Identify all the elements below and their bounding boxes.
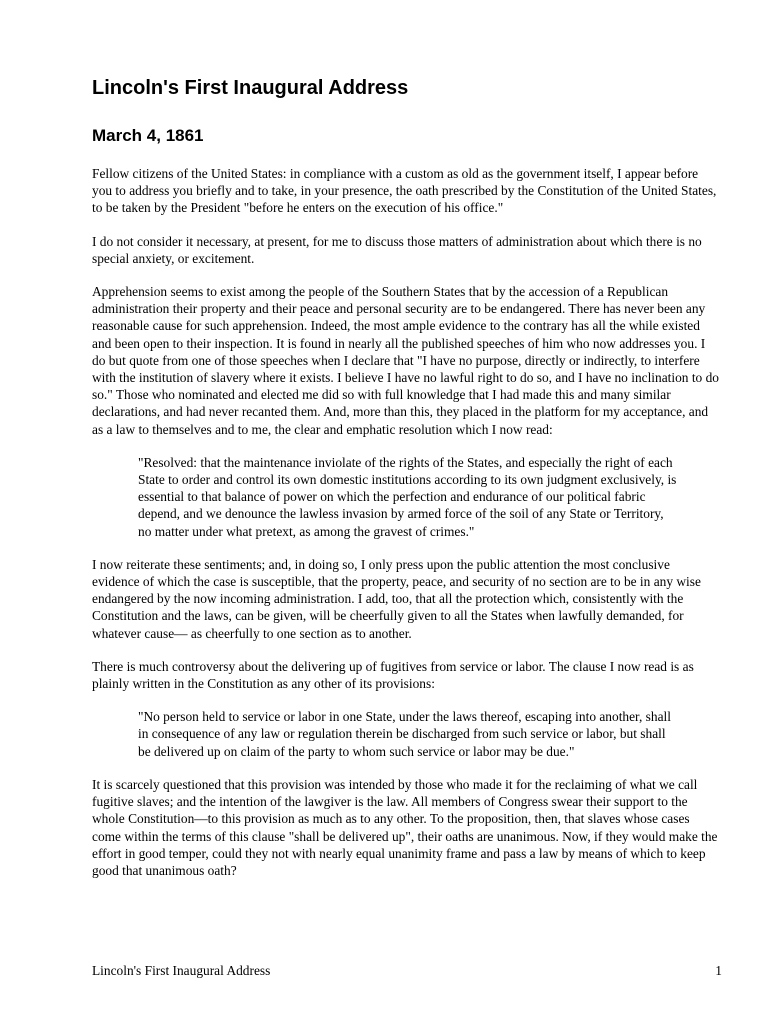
document-page bbox=[92, 74, 720, 895]
document-date: March 4, 1861 bbox=[92, 126, 204, 145]
paragraph-4: I now reiterate these sentiments; and, in doing so, I only press upon the public attention the most conclusive evidence of which the case is susceptible, that the property, peace, and security of no section are to be in any wise endangered by the now incoming administration. I add, too, that all the protection which, consistently with the Constitution and the laws, can be given, will be cheerfully given to all the States when lawfully demanded, for whatever cause— as cheerfully to one section as to another. bbox=[92, 556, 701, 641]
paragraph-5: There is much controversy about the delivering up of fugitives from service or labor. The clause I now read is as plainly written in the Constitution as any other of its provisions: bbox=[92, 658, 694, 692]
footer-title: Lincoln's First Inaugural Address bbox=[92, 963, 271, 978]
paragraph-1: Fellow citizens of the United States: in compliance with a custom as old as the government itself, I appear before you to address you briefly and to take, in your presence, the oath prescribed by the Constitution of the United States, to be taken by the President "before he enters on the execution of his office." bbox=[92, 166, 717, 216]
page-number: 1 bbox=[715, 963, 722, 978]
quote-fugitive-clause: "No person held to service or labor in one State, under the laws thereof, escaping into another, shall in consequence of any law or regulation therein be discharged from such service or labor, but shall be delivered up on claim of the party to whom such service or labor may be due." bbox=[138, 709, 671, 759]
paragraph-3: Apprehension seems to exist among the people of the Southern States that by the accession of a Republican administration their property and their peace and personal security are to be endangered. There has never been any reasonable cause for such apprehension. Indeed, the most ample evidence to the contrary has all the while existed and been open to their inspection. It is found in nearly all the published speeches of him who now addresses you. I do but quote from one of those speeches when I declare that "I have no purpose, directly or indirectly, to interfere with the institution of slavery where it exists. I believe I have no lawful right to do so, and I have no inclination to do so." Those who nominated and elected me did so with full knowledge that I had made this and many similar declarations, and had never recanted them. And, more than this, they placed in the platform for my acceptance, and as a law to themselves and to me, the clear and emphatic resolution which I now read: bbox=[92, 284, 719, 437]
quote-resolution: "Resolved: that the maintenance inviolate of the rights of the States, and especially the right of each State to order and control its own domestic institutions according to its own judgment exclusively, is essential to that balance of power on which the perfection and endurance of our political fabric depend, and we denounce the lawless invasion by armed force of the soil of any State or Territory, no matter under what pretext, as among the gravest of crimes." bbox=[138, 454, 677, 539]
document-title: Lincoln's First Inaugural Address bbox=[92, 77, 409, 99]
paragraph-6: It is scarcely questioned that this provision was intended by those who made it for the reclaiming of what we call fugitive slaves; and the intention of the lawgiver is the law. All members of Congress swear their support to the whole Constitution—to this provision as much as to any other. To the proposition, then, that slaves whose cases come within the terms of this clause "shall be delivered up", their oaths are unanimous. Now, if they would make the effort in good temper, could they not with nearly equal unanimity frame and pass a law by means of which to keep good that unanimous oath? bbox=[92, 776, 718, 878]
page-footer bbox=[92, 962, 722, 979]
paragraph-2: I do not consider it necessary, at present, for me to discuss those matters of administration about which there is no special anxiety, or excitement. bbox=[92, 233, 702, 266]
